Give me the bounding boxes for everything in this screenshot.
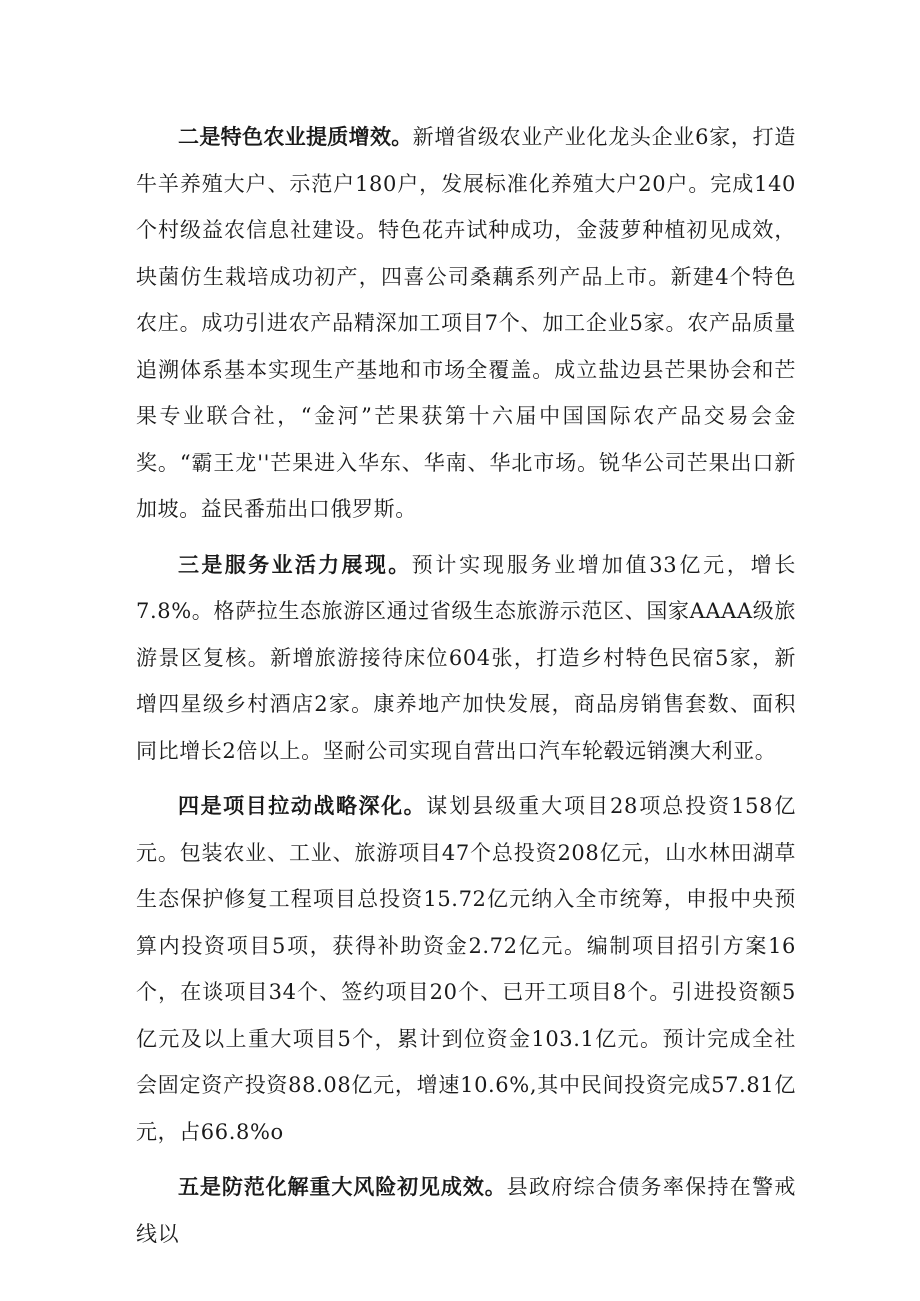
paragraph-risk: [136, 1164, 796, 1257]
paragraph-services: [136, 542, 796, 775]
paragraph-lead: 二是特色农业提质增效。: [178, 125, 413, 149]
paragraph-lead: 五是防范化解重大风险初见成效。: [178, 1175, 507, 1199]
paragraph-text: 县政府综合债务率保持在警戒线以: [136, 1175, 796, 1246]
paragraph-text: 谋划县级重大项目28项总投资158亿元。包装农业、工业、旅游项目47个总投资208亿元，山水林田湖草生态保护修复工程项目总投资15.72亿元纳入全市统筹，申报中央预算内投资项目5项，获得补助资金2.72亿元。编制项目招引方案16个，在谈项目34个、签约项目20个、已开工项目8个。引进投资额5亿元及以上重大项目5个，累计到位资金103.1亿元。预计完成全社会固定资产投资88.08亿元，增速10.6%,其中民间投资完成57.81亿元，占66.8%o: [136, 794, 796, 1144]
paragraph-lead: 四是项目拉动战略深化。: [178, 794, 427, 818]
paragraph-agriculture: [136, 114, 796, 533]
paragraph-lead: 三是服务业活力展现。: [178, 552, 412, 577]
paragraph-projects: [136, 783, 796, 1155]
paragraph-text: 预计实现服务业增加值33亿元，增长7.8%。格萨拉生态旅游区通过省级生态旅游示范区、国家AAAA级旅游景区复核。新增旅游接待床位604张，打造乡村特色民宿5家，新增四星级乡村酒店2家。康养地产加快发展，商品房销售套数、面积同比增长2倍以上。坚耐公司实现自营出口汽车轮毂远销澳大利亚。: [136, 552, 797, 763]
document-body: [136, 114, 796, 1266]
paragraph-text: 新增省级农业产业化龙头企业6家，打造牛羊养殖大户、示范户180户，发展标准化养殖大户20户。完成140个村级益农信息社建设。特色花卉试种成功，金菠萝种植初见成效，块菌仿生栽培成功初产，四喜公司桑藕系列产品上市。新建4个特色农庄。成功引进农产品精深加工项目7个、加工企业5家。农产品质量追溯体系基本实现生产基地和市场全覆盖。成立盐边县芒果协会和芒果专业联合社，“金河”芒果获第十六届中国国际农产品交易会金奖。“霸王龙''芒果进入华东、华南、华北市场。锐华公司芒果出口新加坡。益民番茄出口俄罗斯。: [136, 125, 796, 521]
